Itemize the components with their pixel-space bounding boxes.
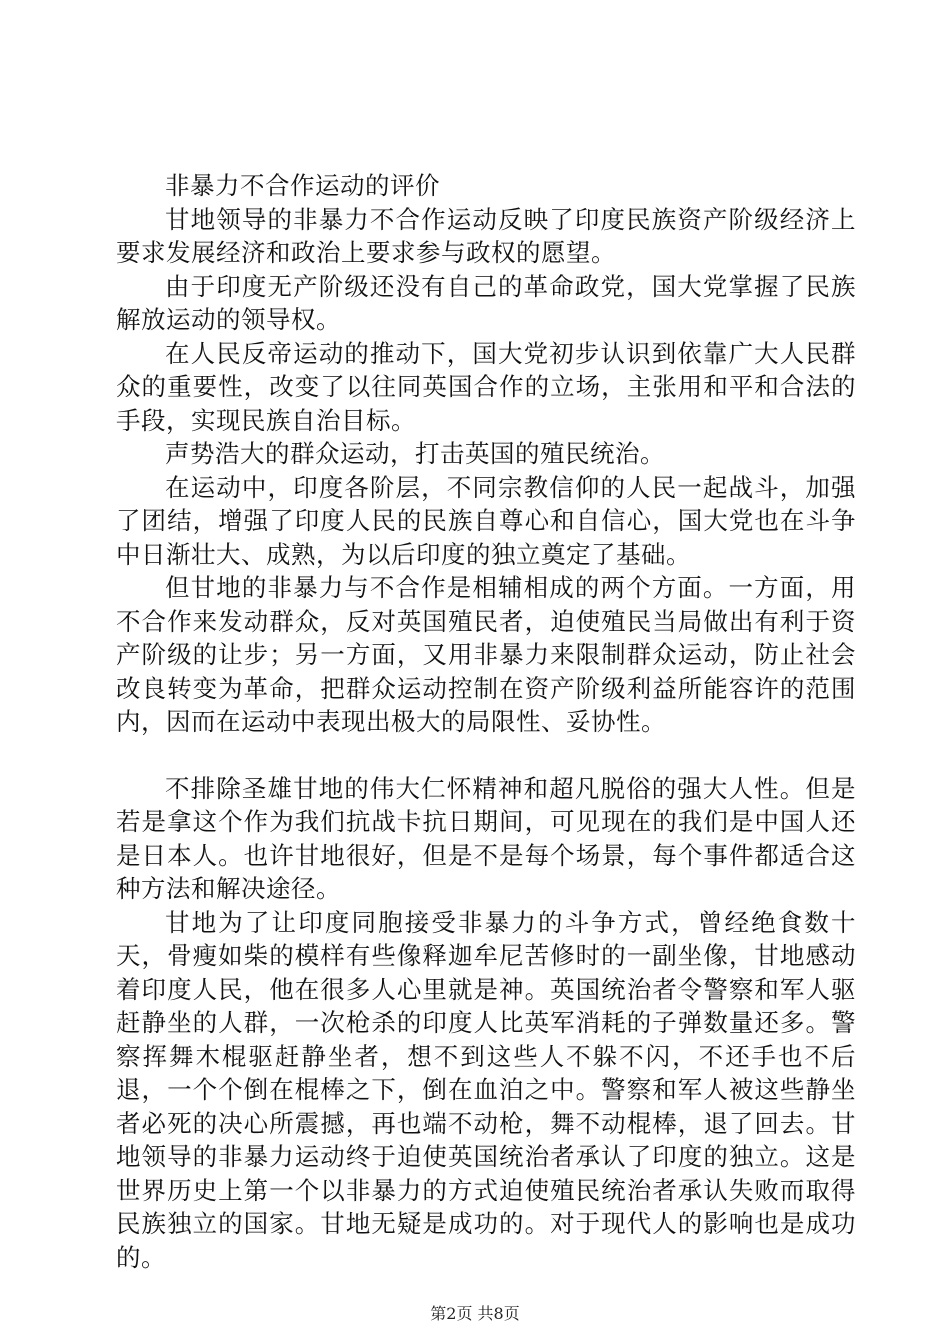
body-paragraph: 声势浩大的群众运动，打击英国的殖民统治。 <box>165 439 665 468</box>
body-paragraph: 在人民反帝运动的推动下，国大党初步认识到依靠广大人民群众的重要性，改变了以往同英国合作的立场，主张用和平和合法的手段，实现民族自治目标。 <box>116 338 856 435</box>
body-paragraph: 甘地领导的非暴力不合作运动反映了印度民族资产阶级经济上要求发展经济和政治上要求参与政权的愿望。 <box>116 204 856 267</box>
body-paragraph: 不排除圣雄甘地的伟大仁怀精神和超凡脱俗的强大人性。但是若是拿这个作为我们抗战卡抗日期间，可见现在的我们是中国人还是日本人。也许甘地很好，但是不是每个场景，每个事件都适合这种方法和解决途径。 <box>116 773 856 903</box>
body-paragraph: 由于印度无产阶级还没有自己的革命政党，国大党掌握了民族解放运动的领导权。 <box>116 271 856 334</box>
body-paragraph: 甘地为了让印度同胞接受非暴力的斗争方式，曾经绝食数十天，骨瘦如柴的模样有些像释迦牟尼苦修时的一副坐像，甘地感动着印度人民，他在很多人心里就是神。英国统治者令警察和军人驱赶静坐的人群，一次枪杀的印度人比英军消耗的子弹数量还多。警察挥舞木棍驱赶静坐者，想不到这些人不躲不闪，不还手也不后退，一个个倒在棍棒之下，倒在血泊之中。警察和军人被这些静坐者必死的决心所震撼，再也端不动枪，舞不动棍棒，退了回去。甘地领导的非暴力运动终于迫使英国统治者承认了印度的独立。这是世界历史上第一个以非暴力的方式迫使殖民统治者承认失败而取得民族独立的国家。甘地无疑是成功的。对于现代人的影响也是成功的。 <box>116 907 856 1272</box>
document-body <box>116 169 856 1274</box>
section-heading: 非暴力不合作运动的评价 <box>165 171 440 200</box>
body-paragraph: 但甘地的非暴力与不合作是相辅相成的两个方面。一方面，用不合作来发动群众，反对英国殖民者，迫使殖民当局做出有利于资产阶级的让步；另一方面，又用非暴力来限制群众运动，防止社会改良转变为革命，把群众运动控制在资产阶级利益所能容许的范围内，因而在运动中表现出极大的局限性、妥协性。 <box>116 573 856 736</box>
page-number-footer: 第2页 共8页 <box>430 1304 520 1323</box>
body-paragraph: 在运动中，印度各阶层，不同宗教信仰的人民一起战斗，加强了团结，增强了印度人民的民族自尊心和自信心，国大党也在斗争中日渐壮大、成熟，为以后印度的独立奠定了基础。 <box>116 472 856 569</box>
